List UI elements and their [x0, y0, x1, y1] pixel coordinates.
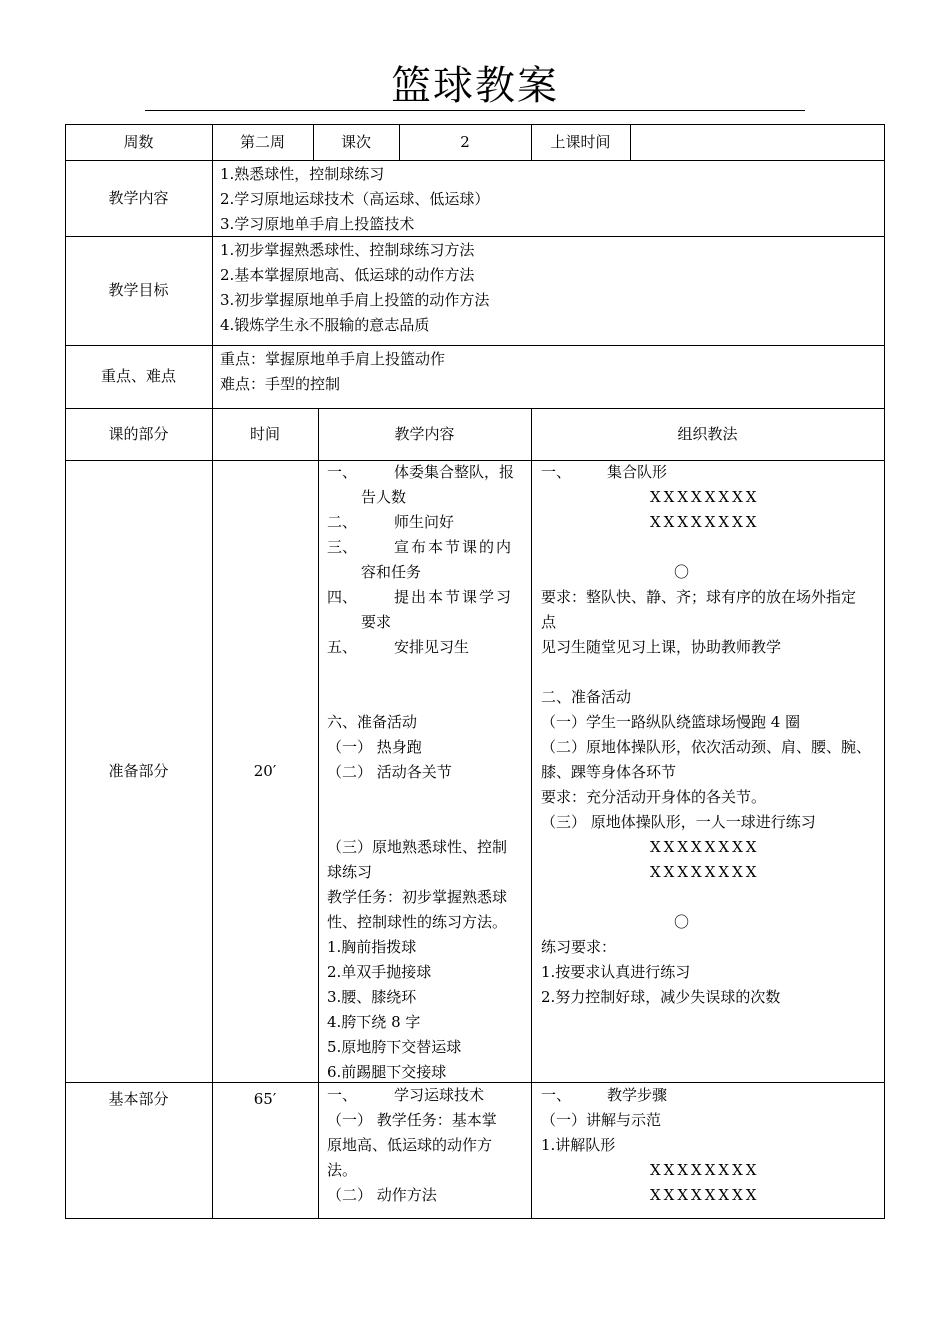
list-item: 容和任务	[361, 563, 422, 581]
method-text: 点	[541, 613, 557, 631]
formation-row: XXXXXXXX	[650, 863, 760, 881]
list-item: 要求	[361, 613, 392, 631]
list-item: 教学任务：初步掌握熟悉球	[327, 888, 508, 906]
class-time-label: 上课时间	[550, 132, 611, 151]
page-title: 篮球教案	[391, 63, 559, 109]
method-text: 练习要求：	[541, 938, 617, 956]
method-text: 膝、踝等身体各环节	[541, 763, 677, 781]
goals-label: 教学目标	[108, 281, 169, 299]
list-number: 二、	[327, 513, 358, 531]
method-text: 2.努力控制好球，减少失误球的次数	[541, 988, 781, 1006]
class-time-value	[630, 124, 884, 160]
goal-item: 2.基本掌握原地高、低运球的动作方法	[220, 266, 475, 284]
list-item: 法。	[327, 1161, 358, 1179]
method-heading: 集合队形	[607, 463, 668, 481]
title-underline	[145, 110, 805, 111]
method-text: 要求：整队快、静、齐；球有序的放在场外指定	[541, 588, 857, 606]
key-point-item: 重点：掌握原地单手肩上投篮动作	[220, 350, 446, 368]
list-item: 1.胸前指拨球	[327, 938, 417, 956]
list-number: 一、	[327, 463, 358, 481]
content-list	[212, 160, 884, 236]
formation-row: XXXXXXXX	[650, 513, 760, 531]
formation-row: XXXXXXXX	[650, 838, 760, 856]
lesson-value: 2	[460, 132, 470, 151]
method-text: （二）原地体操队形，依次活动颈、肩、腰、腕、	[541, 738, 872, 756]
list-item: 六、准备活动	[327, 713, 418, 731]
method-text: 1.按要求认真进行练习	[541, 963, 691, 981]
list-number: 一、	[541, 1086, 572, 1104]
list-item: 性、控制球性的练习方法。	[327, 913, 508, 931]
column-header-part: 课的部分	[108, 424, 169, 443]
list-item: 体委集合整队，报	[394, 463, 515, 481]
content-item: 1.熟悉球性，控制球练习	[220, 165, 385, 183]
list-item: （一） 教学任务：基本掌	[327, 1111, 497, 1129]
column-header-method: 组织教法	[677, 424, 738, 443]
formation-row: XXXXXXXX	[650, 488, 760, 506]
list-item: （二） 活动各关节	[327, 763, 452, 781]
method-text: 要求：充分活动开身体的各关节。	[541, 788, 767, 806]
basic-time: 65′	[253, 1090, 277, 1108]
list-item: 师生问好	[394, 513, 455, 531]
goal-item: 1.初步掌握熟悉球性、控制球练习方法	[220, 241, 475, 259]
goal-item: 3.初步掌握原地单手肩上投篮的动作方法	[220, 291, 490, 309]
goal-item: 4.锻炼学生永不服输的意志品质	[220, 316, 430, 334]
list-item: 球练习	[327, 863, 373, 881]
list-item: 5.原地胯下交替运球	[327, 1038, 462, 1056]
list-number: 一、	[541, 463, 572, 481]
column-header-time: 时间	[249, 424, 280, 443]
key-points-list	[212, 345, 884, 408]
table-border-bottom	[65, 1218, 885, 1219]
key-point-item: 难点：手型的控制	[220, 375, 341, 393]
content-item: 2.学习原地运球技术（高运球、低运球）	[220, 190, 490, 208]
list-item: （二） 动作方法	[327, 1186, 437, 1204]
list-number: 四、	[327, 588, 358, 606]
method-heading: 二、准备活动	[541, 688, 632, 706]
list-item: 4.胯下绕 8 字	[327, 1013, 421, 1031]
list-item: 提出本节课学习	[394, 588, 514, 606]
prep-time: 20′	[253, 761, 277, 780]
method-text: 1.讲解队形	[541, 1136, 616, 1154]
teacher-position-icon: 〇	[674, 563, 690, 581]
list-item: 3.腰、膝绕环	[327, 988, 417, 1006]
list-number: 一、	[327, 1086, 358, 1104]
list-number: 五、	[327, 638, 358, 656]
list-item: 宣布本节课的内	[394, 538, 514, 556]
list-item: 安排见习生	[394, 638, 470, 656]
lesson-label: 课次	[340, 132, 371, 151]
column-header-content: 教学内容	[394, 424, 455, 443]
column-divider	[531, 408, 532, 1219]
list-number: 三、	[327, 538, 358, 556]
method-text: 见习生随堂见习上课，协助教师教学	[541, 638, 782, 656]
teacher-position-icon: 〇	[674, 913, 690, 931]
list-item: （一） 热身跑	[327, 738, 422, 756]
column-divider	[318, 408, 319, 1219]
list-item: 6.前踢腿下交接球	[327, 1063, 447, 1081]
key-points-label: 重点、难点	[100, 367, 176, 385]
table-border-right	[884, 124, 885, 1219]
list-item: （三）原地熟悉球性、控制	[327, 838, 508, 856]
method-text: （一）讲解与示范	[541, 1111, 662, 1129]
content-item: 3.学习原地单手肩上投篮技术	[220, 215, 415, 233]
week-value: 第二周	[239, 132, 285, 151]
list-item: 2.单双手抛接球	[327, 963, 432, 981]
prep-part-label: 准备部分	[108, 761, 169, 780]
list-item: 原地高、低运球的动作方	[327, 1136, 493, 1154]
formation-row: XXXXXXXX	[650, 1186, 760, 1204]
method-text: （一）学生一路纵队绕篮球场慢跑 4 圈	[541, 713, 801, 731]
method-text: （三） 原地体操队形，一人一球进行练习	[541, 813, 816, 831]
list-item: 告人数	[361, 488, 407, 506]
basic-part-label: 基本部分	[108, 1090, 169, 1108]
content-label: 教学内容	[108, 188, 169, 207]
goals-list	[212, 236, 884, 345]
method-heading: 教学步骤	[607, 1086, 668, 1104]
list-item: 学习运球技术	[394, 1086, 485, 1104]
formation-row: XXXXXXXX	[650, 1161, 760, 1179]
week-label: 周数	[123, 132, 154, 151]
